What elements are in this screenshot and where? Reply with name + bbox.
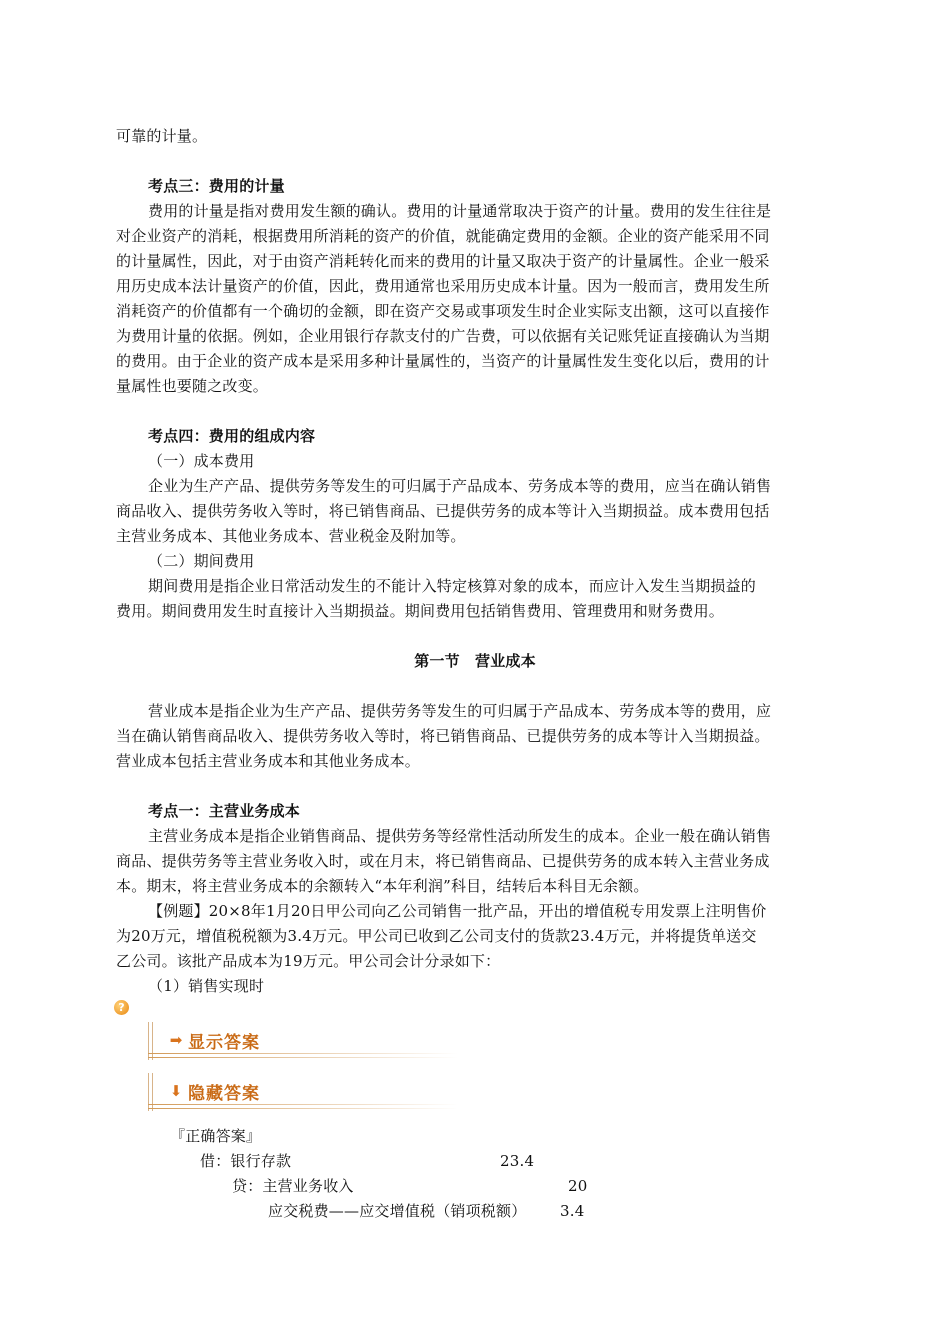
paragraph-line: 消耗资产的价值都有一个确切的金额，即在资产交易或事项发生时企业实际支出额，这可以直接作: [116, 302, 770, 320]
example-line: 为20万元，增值税税额为3.4万元。甲公司已收到乙公司支付的货款23.4万元，并将提货单送交: [116, 927, 757, 945]
paragraph-line: 用历史成本法计量资产的价值，因此，费用通常也采用历史成本计量。因为一般而言，费用发生所: [116, 277, 770, 295]
subheading-cost: （一）成本费用: [148, 452, 255, 470]
credit-entry-tax: 应交税费——应交增值税（销项税额）: [268, 1202, 527, 1220]
paragraph-line: 营业成本包括主营业务成本和其他业务成本。: [116, 752, 421, 770]
arrow-down-icon: ⬇: [169, 1082, 183, 1100]
paragraph-line: 费用。期间费用发生时直接计入当期损益。期间费用包括销售费用、管理费用和财务费用。: [116, 602, 725, 620]
paragraph-line: 量属性也要随之改变。: [116, 377, 269, 395]
example-line: 【例题】20×8年1月20日甲公司向乙公司销售一批产品，开出的增值税专用发票上注明售价: [148, 902, 767, 920]
paragraph-line: 期间费用是指企业日常活动发生的不能计入特定核算对象的成本，而应计入发生当期损益的: [148, 577, 757, 595]
paragraph-line: 商品、提供劳务等主营业务收入时，或在月末，将已销售商品、已提供劳务的成本转入主营业务成: [116, 852, 770, 870]
question-mark-icon[interactable]: ?: [114, 1000, 129, 1015]
paragraph-line: 企业为生产产品、提供劳务等发生的可归属于产品成本、劳务成本等的费用，应当在确认销售: [148, 477, 772, 495]
section-title: 第一节 营业成本: [414, 652, 536, 670]
paragraph-line: 主营业务成本是指企业销售商品、提供劳务等经常性活动所发生的成本。企业一般在确认销售: [148, 827, 772, 845]
paragraph-line: 的费用。由于企业的资产成本是采用多种计量属性的，当资产的计量属性发生变化以后，费用的计: [116, 352, 770, 370]
hide-answer-button[interactable]: [148, 1073, 458, 1111]
example-step: （1）销售实现时: [148, 977, 265, 995]
show-answer-button[interactable]: [148, 1022, 458, 1060]
paragraph-line: 商品收入、提供劳务收入等时，将已销售商品、已提供劳务的成本等计入当期损益。成本费用包括: [116, 502, 770, 520]
heading-point-3: 考点三：费用的计量: [148, 177, 285, 195]
paragraph-line: 费用的计量是指对费用发生额的确认。费用的计量通常取决于资产的计量。费用的发生往往是: [148, 202, 772, 220]
paragraph-line: 本。期末，将主营业务成本的余额转入“本年利润”科目，结转后本科目无余额。: [116, 877, 649, 895]
answer-title: 『正确答案』: [170, 1127, 262, 1145]
paragraph-line: 对企业资产的消耗，根据费用所消耗的资产的价值，就能确定费用的金额。企业的资产能采用不同: [116, 227, 770, 245]
heading-point-4: 考点四：费用的组成内容: [148, 427, 316, 445]
arrow-right-icon: ➡: [169, 1031, 183, 1049]
paragraph-line: 营业成本是指企业为生产产品、提供劳务等发生的可归属于产品成本、劳务成本等的费用，应: [148, 702, 772, 720]
debit-entry: 借：银行存款: [200, 1152, 292, 1170]
credit-amount: 20: [568, 1177, 588, 1195]
paragraph-line: 主营业务成本、其他业务成本、营业税金及附加等。: [116, 527, 466, 545]
hide-answer-label: 隐藏答案: [188, 1084, 260, 1104]
example-line: 乙公司。该批产品成本为19万元。甲公司会计分录如下：: [116, 952, 501, 970]
credit-amount-tax: 3.4: [560, 1202, 585, 1220]
debit-amount: 23.4: [500, 1152, 535, 1170]
show-answer-label: 显示答案: [188, 1033, 260, 1053]
paragraph-line: 为费用计量的依据。例如，企业用银行存款支付的广告费，可以依据有关记账凭证直接确认为当期: [116, 327, 770, 345]
subheading-period: （二）期间费用: [148, 552, 255, 570]
paragraph-line: 的计量属性，因此，对于由资产消耗转化而来的费用的计量又取决于资产的计量属性。企业一般采: [116, 252, 770, 270]
paragraph-line: 可靠的计量。: [116, 127, 208, 145]
heading-point-1: 考点一：主营业务成本: [148, 802, 301, 820]
credit-entry: 贷：主营业务收入: [232, 1177, 354, 1195]
paragraph-line: 当在确认销售商品收入、提供劳务收入等时，将已销售商品、已提供劳务的成本等计入当期损益。: [116, 727, 770, 745]
